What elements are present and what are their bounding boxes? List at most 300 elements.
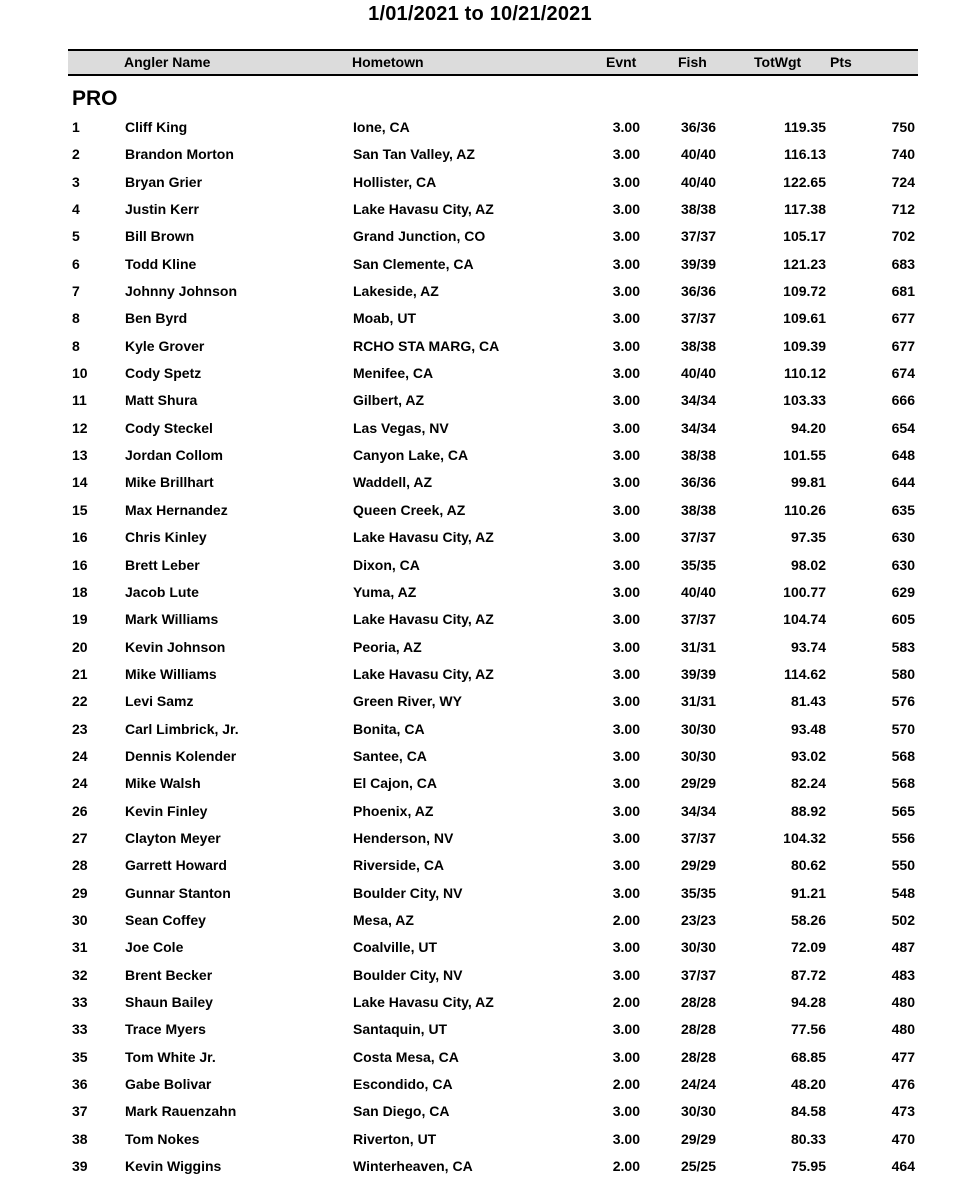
hometown-cell: Costa Mesa, CA bbox=[353, 1048, 459, 1065]
angler-name-cell: Mike Williams bbox=[125, 665, 217, 682]
table-row bbox=[0, 634, 960, 661]
table-row bbox=[0, 251, 960, 278]
rank-cell: 27 bbox=[72, 829, 88, 846]
rank-cell: 1 bbox=[72, 119, 80, 135]
hometown-cell: Lake Havasu City, AZ bbox=[353, 665, 494, 682]
pts-cell: 568 bbox=[891, 747, 915, 764]
hometown-cell: Yuma, AZ bbox=[353, 583, 417, 600]
table-row bbox=[0, 770, 960, 797]
evnt-cell: 2.00 bbox=[612, 1158, 640, 1175]
evnt-cell: 3.00 bbox=[612, 720, 640, 737]
angler-name-cell: Tom White Jr. bbox=[125, 1048, 216, 1065]
totwgt-cell: 94.20 bbox=[790, 419, 826, 436]
fish-cell: 36/36 bbox=[680, 283, 716, 300]
rank-cell: 12 bbox=[72, 419, 88, 436]
fish-cell: 28/28 bbox=[680, 994, 716, 1010]
pts-cell: 477 bbox=[891, 1048, 915, 1065]
evnt-cell: 3.00 bbox=[612, 337, 640, 354]
hometown-cell: Henderson, NV bbox=[353, 829, 454, 846]
totwgt-cell: 121.23 bbox=[783, 255, 826, 272]
evnt-cell: 3.00 bbox=[612, 1048, 640, 1065]
pts-cell: 674 bbox=[891, 365, 915, 382]
evnt-cell: 3.00 bbox=[612, 365, 640, 382]
evnt-cell: 3.00 bbox=[612, 829, 640, 846]
pts-cell: 630 bbox=[891, 556, 915, 573]
fish-cell: 29/29 bbox=[680, 857, 716, 874]
hometown-cell: RCHO STA MARG, CA bbox=[353, 337, 500, 354]
pts-cell: 487 bbox=[891, 939, 915, 956]
rank-cell: 28 bbox=[72, 857, 88, 874]
angler-name-cell: Justin Kerr bbox=[125, 201, 199, 218]
fish-cell: 31/31 bbox=[680, 693, 716, 710]
angler-name-cell: Cody Steckel bbox=[125, 419, 213, 436]
table-row bbox=[0, 305, 960, 332]
table-row bbox=[0, 934, 960, 961]
pts-cell: 630 bbox=[891, 529, 915, 546]
totwgt-cell: 109.72 bbox=[783, 283, 826, 300]
rank-cell: 38 bbox=[72, 1130, 88, 1147]
rank-cell: 26 bbox=[72, 802, 88, 819]
pts-cell: 473 bbox=[891, 1103, 915, 1120]
fish-cell: 40/40 bbox=[680, 583, 716, 600]
pts-cell: 712 bbox=[891, 201, 915, 218]
table-row bbox=[0, 497, 960, 524]
header-fish: Fish bbox=[678, 54, 707, 70]
table-row bbox=[0, 114, 960, 141]
totwgt-cell: 122.65 bbox=[783, 173, 826, 190]
evnt-cell: 3.00 bbox=[612, 474, 640, 491]
angler-name-cell: Ben Byrd bbox=[125, 310, 188, 327]
totwgt-cell: 48.20 bbox=[790, 1076, 826, 1093]
table-row bbox=[0, 716, 960, 743]
pts-cell: 580 bbox=[891, 665, 915, 682]
totwgt-cell: 104.32 bbox=[783, 829, 826, 846]
fish-cell: 36/36 bbox=[680, 474, 716, 491]
rank-cell: 32 bbox=[72, 966, 88, 983]
rank-cell: 7 bbox=[72, 283, 80, 300]
hometown-cell: Escondido, CA bbox=[353, 1076, 453, 1093]
fish-cell: 34/34 bbox=[680, 419, 716, 436]
pts-cell: 470 bbox=[891, 1130, 915, 1147]
totwgt-cell: 80.62 bbox=[790, 857, 826, 874]
angler-name-cell: Max Hernandez bbox=[125, 501, 228, 518]
pts-cell: 654 bbox=[891, 419, 915, 436]
evnt-cell: 3.00 bbox=[612, 146, 640, 163]
angler-name-cell: Brett Leber bbox=[125, 556, 200, 573]
rank-cell: 33 bbox=[72, 994, 88, 1010]
pts-cell: 644 bbox=[891, 474, 915, 491]
hometown-cell: Waddell, AZ bbox=[353, 474, 433, 491]
evnt-cell: 3.00 bbox=[612, 173, 640, 190]
angler-name-cell: Jordan Collom bbox=[125, 447, 224, 464]
pts-cell: 702 bbox=[891, 228, 915, 245]
evnt-cell: 3.00 bbox=[612, 693, 640, 710]
table-row bbox=[0, 469, 960, 496]
table-header bbox=[68, 49, 918, 76]
pts-cell: 635 bbox=[891, 501, 915, 518]
hometown-cell: Menifee, CA bbox=[353, 365, 434, 382]
rank-cell: 23 bbox=[72, 720, 88, 737]
pts-cell: 750 bbox=[891, 119, 915, 135]
angler-name-cell: Mike Brillhart bbox=[125, 474, 214, 491]
angler-name-cell: Dennis Kolender bbox=[125, 747, 237, 764]
pts-cell: 502 bbox=[891, 911, 915, 928]
totwgt-cell: 58.26 bbox=[790, 911, 826, 928]
angler-name-cell: Todd Kline bbox=[125, 255, 197, 272]
evnt-cell: 2.00 bbox=[612, 994, 640, 1010]
rank-cell: 6 bbox=[72, 255, 80, 272]
hometown-cell: Lake Havasu City, AZ bbox=[353, 994, 494, 1010]
totwgt-cell: 81.43 bbox=[790, 693, 826, 710]
header-totwgt: TotWgt bbox=[754, 54, 802, 70]
rank-cell: 2 bbox=[72, 146, 80, 163]
table-row bbox=[0, 1126, 960, 1153]
fish-cell: 29/29 bbox=[680, 1130, 716, 1147]
angler-name-cell: Kevin Finley bbox=[125, 802, 208, 819]
totwgt-cell: 93.48 bbox=[790, 720, 826, 737]
table-row bbox=[0, 1044, 960, 1071]
evnt-cell: 3.00 bbox=[612, 665, 640, 682]
evnt-cell: 3.00 bbox=[612, 310, 640, 327]
rank-cell: 22 bbox=[72, 693, 88, 710]
angler-name-cell: Bryan Grier bbox=[125, 173, 203, 190]
rank-cell: 3 bbox=[72, 173, 80, 190]
hometown-cell: El Cajon, CA bbox=[353, 775, 438, 792]
rank-cell: 30 bbox=[72, 911, 88, 928]
fish-cell: 37/37 bbox=[680, 310, 716, 327]
rank-cell: 18 bbox=[72, 583, 88, 600]
hometown-cell: Phoenix, AZ bbox=[353, 802, 434, 819]
rank-cell: 14 bbox=[72, 474, 88, 491]
fish-cell: 37/37 bbox=[680, 611, 716, 628]
table-row bbox=[0, 880, 960, 907]
angler-name-cell: Sean Coffey bbox=[125, 911, 206, 928]
evnt-cell: 3.00 bbox=[612, 392, 640, 409]
hometown-cell: Canyon Lake, CA bbox=[353, 447, 469, 464]
evnt-cell: 3.00 bbox=[612, 747, 640, 764]
rank-cell: 37 bbox=[72, 1103, 88, 1120]
pts-cell: 548 bbox=[891, 884, 915, 901]
hometown-cell: Lake Havasu City, AZ bbox=[353, 529, 494, 546]
rank-cell: 19 bbox=[72, 611, 88, 628]
totwgt-cell: 103.33 bbox=[783, 392, 826, 409]
fish-cell: 29/29 bbox=[680, 775, 716, 792]
totwgt-cell: 93.02 bbox=[790, 747, 826, 764]
pts-cell: 570 bbox=[891, 720, 915, 737]
fish-cell: 38/38 bbox=[680, 501, 716, 518]
rank-cell: 21 bbox=[72, 665, 88, 682]
totwgt-cell: 109.61 bbox=[783, 310, 826, 327]
totwgt-cell: 77.56 bbox=[790, 1021, 826, 1038]
pts-cell: 565 bbox=[891, 802, 915, 819]
header-evnt: Evnt bbox=[606, 54, 637, 70]
totwgt-cell: 99.81 bbox=[790, 474, 826, 491]
hometown-cell: Peoria, AZ bbox=[353, 638, 422, 655]
totwgt-cell: 105.17 bbox=[783, 228, 826, 245]
totwgt-cell: 87.72 bbox=[790, 966, 826, 983]
table-row bbox=[0, 141, 960, 168]
totwgt-cell: 114.62 bbox=[783, 665, 826, 682]
evnt-cell: 3.00 bbox=[612, 447, 640, 464]
rank-cell: 16 bbox=[72, 529, 88, 546]
pts-cell: 480 bbox=[891, 1021, 915, 1038]
angler-name-cell: Mark Williams bbox=[125, 611, 219, 628]
fish-cell: 28/28 bbox=[680, 1048, 716, 1065]
rank-cell: 8 bbox=[72, 337, 80, 354]
table-row bbox=[0, 552, 960, 579]
rank-cell: 29 bbox=[72, 884, 88, 901]
angler-name-cell: Cliff King bbox=[125, 119, 188, 135]
fish-cell: 30/30 bbox=[680, 747, 716, 764]
totwgt-cell: 75.95 bbox=[790, 1158, 826, 1175]
pts-cell: 476 bbox=[891, 1076, 915, 1093]
report-date-range: 1/01/2021 to 10/21/2021 bbox=[368, 3, 592, 25]
table-row bbox=[0, 1016, 960, 1043]
rank-cell: 39 bbox=[72, 1158, 88, 1175]
hometown-cell: Green River, WY bbox=[353, 693, 462, 710]
totwgt-cell: 82.24 bbox=[790, 775, 826, 792]
evnt-cell: 3.00 bbox=[612, 1103, 640, 1120]
fish-cell: 38/38 bbox=[680, 201, 716, 218]
evnt-cell: 3.00 bbox=[612, 201, 640, 218]
totwgt-cell: 72.09 bbox=[790, 939, 826, 956]
table-row bbox=[0, 989, 960, 1016]
totwgt-cell: 98.02 bbox=[790, 556, 826, 573]
rank-cell: 13 bbox=[72, 447, 88, 464]
hometown-cell: Winterheaven, CA bbox=[353, 1158, 473, 1175]
angler-name-cell: Matt Shura bbox=[125, 392, 198, 409]
hometown-cell: Hollister, CA bbox=[353, 173, 437, 190]
totwgt-cell: 91.21 bbox=[790, 884, 826, 901]
pts-cell: 483 bbox=[891, 966, 915, 983]
table-row bbox=[0, 333, 960, 360]
evnt-cell: 3.00 bbox=[612, 529, 640, 546]
fish-cell: 35/35 bbox=[680, 556, 716, 573]
rank-cell: 16 bbox=[72, 556, 88, 573]
table-row bbox=[0, 524, 960, 551]
hometown-cell: Santaquin, UT bbox=[353, 1021, 448, 1038]
fish-cell: 30/30 bbox=[680, 939, 716, 956]
evnt-cell: 3.00 bbox=[612, 884, 640, 901]
evnt-cell: 3.00 bbox=[612, 255, 640, 272]
fish-cell: 35/35 bbox=[680, 884, 716, 901]
pts-cell: 677 bbox=[891, 310, 915, 327]
pts-cell: 464 bbox=[891, 1158, 915, 1175]
hometown-cell: Ione, CA bbox=[353, 119, 410, 135]
totwgt-cell: 100.77 bbox=[783, 583, 826, 600]
totwgt-cell: 101.55 bbox=[783, 447, 826, 464]
rank-cell: 10 bbox=[72, 365, 88, 382]
header-angler-name: Angler Name bbox=[124, 54, 211, 70]
pts-cell: 605 bbox=[891, 611, 915, 628]
hometown-cell: Boulder City, NV bbox=[353, 966, 463, 983]
hometown-cell: Las Vegas, NV bbox=[353, 419, 449, 436]
hometown-cell: San Tan Valley, AZ bbox=[353, 146, 475, 163]
table-row bbox=[0, 223, 960, 250]
angler-name-cell: Mark Rauenzahn bbox=[125, 1103, 237, 1120]
evnt-cell: 3.00 bbox=[612, 583, 640, 600]
hometown-cell: Boulder City, NV bbox=[353, 884, 463, 901]
angler-name-cell: Levi Samz bbox=[125, 693, 194, 710]
rank-cell: 33 bbox=[72, 1021, 88, 1038]
evnt-cell: 3.00 bbox=[612, 939, 640, 956]
evnt-cell: 3.00 bbox=[612, 556, 640, 573]
table-row bbox=[0, 798, 960, 825]
pts-cell: 724 bbox=[891, 173, 915, 190]
angler-name-cell: Gunnar Stanton bbox=[125, 884, 231, 901]
fish-cell: 40/40 bbox=[680, 365, 716, 382]
evnt-cell: 3.00 bbox=[612, 1021, 640, 1038]
angler-name-cell: Chris Kinley bbox=[125, 529, 207, 546]
angler-name-cell: Gabe Bolivar bbox=[125, 1076, 212, 1093]
fish-cell: 24/24 bbox=[680, 1076, 716, 1093]
standings-table bbox=[0, 114, 960, 1180]
pts-cell: 740 bbox=[891, 146, 915, 163]
hometown-cell: Coalville, UT bbox=[353, 939, 438, 956]
angler-name-cell: Brent Becker bbox=[125, 966, 213, 983]
pts-cell: 677 bbox=[891, 337, 915, 354]
fish-cell: 34/34 bbox=[680, 392, 716, 409]
pts-cell: 683 bbox=[891, 255, 915, 272]
fish-cell: 36/36 bbox=[680, 119, 716, 135]
totwgt-cell: 68.85 bbox=[790, 1048, 826, 1065]
totwgt-cell: 93.74 bbox=[790, 638, 826, 655]
evnt-cell: 3.00 bbox=[612, 119, 640, 135]
angler-name-cell: Clayton Meyer bbox=[125, 829, 221, 846]
fish-cell: 30/30 bbox=[680, 1103, 716, 1120]
totwgt-cell: 97.35 bbox=[790, 529, 826, 546]
table-row bbox=[0, 1098, 960, 1125]
rank-cell: 20 bbox=[72, 638, 88, 655]
evnt-cell: 3.00 bbox=[612, 857, 640, 874]
angler-name-cell: Joe Cole bbox=[125, 939, 184, 956]
angler-name-cell: Carl Limbrick, Jr. bbox=[125, 720, 239, 737]
totwgt-cell: 84.58 bbox=[790, 1103, 826, 1120]
table-row bbox=[0, 442, 960, 469]
table-row bbox=[0, 852, 960, 879]
fish-cell: 23/23 bbox=[680, 911, 716, 928]
fish-cell: 34/34 bbox=[680, 802, 716, 819]
table-row bbox=[0, 825, 960, 852]
rank-cell: 4 bbox=[72, 201, 80, 218]
pts-cell: 480 bbox=[891, 994, 915, 1010]
table-row bbox=[0, 743, 960, 770]
rank-cell: 11 bbox=[72, 392, 87, 409]
hometown-cell: San Diego, CA bbox=[353, 1103, 450, 1120]
fish-cell: 28/28 bbox=[680, 1021, 716, 1038]
table-row bbox=[0, 1153, 960, 1180]
rank-cell: 8 bbox=[72, 310, 80, 327]
pts-cell: 576 bbox=[891, 693, 915, 710]
table-row bbox=[0, 196, 960, 223]
rank-cell: 35 bbox=[72, 1048, 88, 1065]
pts-cell: 550 bbox=[891, 857, 915, 874]
hometown-cell: Lakeside, AZ bbox=[353, 283, 439, 300]
evnt-cell: 3.00 bbox=[612, 283, 640, 300]
angler-name-cell: Garrett Howard bbox=[125, 857, 227, 874]
table-row bbox=[0, 907, 960, 934]
angler-name-cell: Jacob Lute bbox=[125, 583, 199, 600]
rank-cell: 5 bbox=[72, 228, 80, 245]
totwgt-cell: 88.92 bbox=[790, 802, 826, 819]
angler-name-cell: Cody Spetz bbox=[125, 365, 202, 382]
fish-cell: 37/37 bbox=[680, 228, 716, 245]
fish-cell: 37/37 bbox=[680, 829, 716, 846]
totwgt-cell: 117.38 bbox=[783, 201, 826, 218]
totwgt-cell: 94.28 bbox=[790, 994, 826, 1010]
hometown-cell: Lake Havasu City, AZ bbox=[353, 611, 494, 628]
rank-cell: 24 bbox=[72, 775, 88, 792]
hometown-cell: Gilbert, AZ bbox=[353, 392, 425, 409]
angler-name-cell: Mike Walsh bbox=[125, 775, 201, 792]
table-row bbox=[0, 387, 960, 414]
angler-name-cell: Bill Brown bbox=[125, 228, 195, 245]
fish-cell: 37/37 bbox=[680, 529, 716, 546]
pts-cell: 556 bbox=[891, 829, 915, 846]
evnt-cell: 3.00 bbox=[612, 775, 640, 792]
fish-cell: 37/37 bbox=[680, 966, 716, 983]
table-row bbox=[0, 415, 960, 442]
evnt-cell: 3.00 bbox=[612, 802, 640, 819]
fish-cell: 39/39 bbox=[680, 255, 716, 272]
evnt-cell: 3.00 bbox=[612, 501, 640, 518]
evnt-cell: 3.00 bbox=[612, 611, 640, 628]
fish-cell: 40/40 bbox=[680, 173, 716, 190]
angler-name-cell: Tom Nokes bbox=[125, 1130, 200, 1147]
fish-cell: 38/38 bbox=[680, 447, 716, 464]
evnt-cell: 2.00 bbox=[612, 911, 640, 928]
table-row bbox=[0, 688, 960, 715]
hometown-cell: San Clemente, CA bbox=[353, 255, 474, 272]
rank-cell: 31 bbox=[72, 939, 88, 956]
hometown-cell: Dixon, CA bbox=[353, 556, 420, 573]
totwgt-cell: 110.26 bbox=[783, 501, 826, 518]
rank-cell: 15 bbox=[72, 501, 88, 518]
totwgt-cell: 110.12 bbox=[783, 365, 826, 382]
evnt-cell: 3.00 bbox=[612, 1130, 640, 1147]
angler-name-cell: Trace Myers bbox=[125, 1021, 206, 1038]
pts-cell: 648 bbox=[891, 447, 915, 464]
table-row bbox=[0, 169, 960, 196]
fish-cell: 38/38 bbox=[680, 337, 716, 354]
evnt-cell: 2.00 bbox=[612, 1076, 640, 1093]
evnt-cell: 3.00 bbox=[612, 228, 640, 245]
hometown-cell: Queen Creek, AZ bbox=[353, 501, 466, 518]
evnt-cell: 3.00 bbox=[612, 638, 640, 655]
hometown-cell: Riverside, CA bbox=[353, 857, 445, 874]
hometown-cell: Lake Havasu City, AZ bbox=[353, 201, 494, 218]
table-row bbox=[0, 1071, 960, 1098]
pts-cell: 568 bbox=[891, 775, 915, 792]
hometown-cell: Riverton, UT bbox=[353, 1130, 437, 1147]
angler-name-cell: Kevin Johnson bbox=[125, 638, 226, 655]
angler-name-cell: Shaun Bailey bbox=[125, 994, 213, 1010]
table-row bbox=[0, 360, 960, 387]
section-label: PRO bbox=[72, 87, 118, 110]
fish-cell: 31/31 bbox=[680, 638, 716, 655]
totwgt-cell: 80.33 bbox=[790, 1130, 826, 1147]
hometown-cell: Mesa, AZ bbox=[353, 911, 414, 928]
header-pts: Pts bbox=[830, 54, 852, 70]
header-hometown: Hometown bbox=[352, 54, 424, 70]
fish-cell: 40/40 bbox=[680, 146, 716, 163]
totwgt-cell: 109.39 bbox=[783, 337, 826, 354]
table-row bbox=[0, 278, 960, 305]
totwgt-cell: 104.74 bbox=[783, 611, 826, 628]
fish-cell: 30/30 bbox=[680, 720, 716, 737]
table-row bbox=[0, 661, 960, 688]
hometown-cell: Santee, CA bbox=[353, 747, 427, 764]
